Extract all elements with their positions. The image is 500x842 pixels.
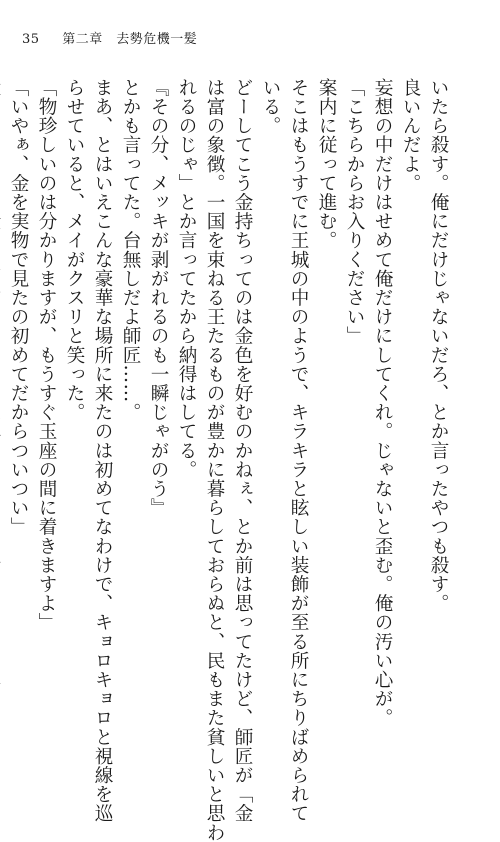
text-line: いたら殺す。俺にだけじゃないだろ、とか言ったやつも殺す。 [428, 78, 449, 613]
text-line: 案内に従って進む。 [316, 78, 337, 250]
text-line: 妄想の中だけはせめて俺だけにしてくれ。じゃないと歪む。俺の汚い心が。 [372, 78, 393, 728]
text-line: れるのじゃ」とか言ってたから納得はしてる。 [176, 78, 197, 480]
text-line: 『その分、メッキが剥がれるのも一瞬じゃがのう』 [148, 78, 169, 518]
text-line: そこはもうすでに王城の中のようで、キラキラと眩しい装飾が至る所にちりばめられて [288, 78, 309, 823]
text-line: とかも言ってた。台無しだよ師匠……。 [120, 78, 141, 422]
text-line: まあ、とはいえこんな豪華な場所に来たのは初めてなわけで、キョロキョロと視線を巡 [92, 78, 113, 823]
text-line: は富の象徴。一国を束ねる王たるものが豊かに暮らしておらぬと、民もまた貧しいと思わ [204, 78, 225, 842]
text-line: 「いやぁ、金を実物で見たの初めてだからついつい」 [8, 78, 29, 537]
running-header [22, 28, 197, 47]
text-line: 良いんだよ。 [400, 78, 421, 193]
text-line: どーしてこう金持ちってのは金色を好むのかねぇ、とか前は思ってたけど、師匠が「金 [232, 78, 253, 823]
page-number: 35 [22, 32, 40, 47]
body-text [8, 78, 452, 842]
text-line: らせていると、メイがクスリと笑った。 [64, 78, 85, 422]
text-line: 「物珍しいのは分かりますが、もうすぐ玉座の間に着きますよ」 [36, 78, 57, 632]
text-line [0, 78, 4, 668]
chapter-title: 第二章 去勢危機一髪 [62, 32, 198, 47]
text-line: いる。 [260, 78, 281, 136]
text-line: 「こちらからお入りください」 [344, 78, 365, 346]
